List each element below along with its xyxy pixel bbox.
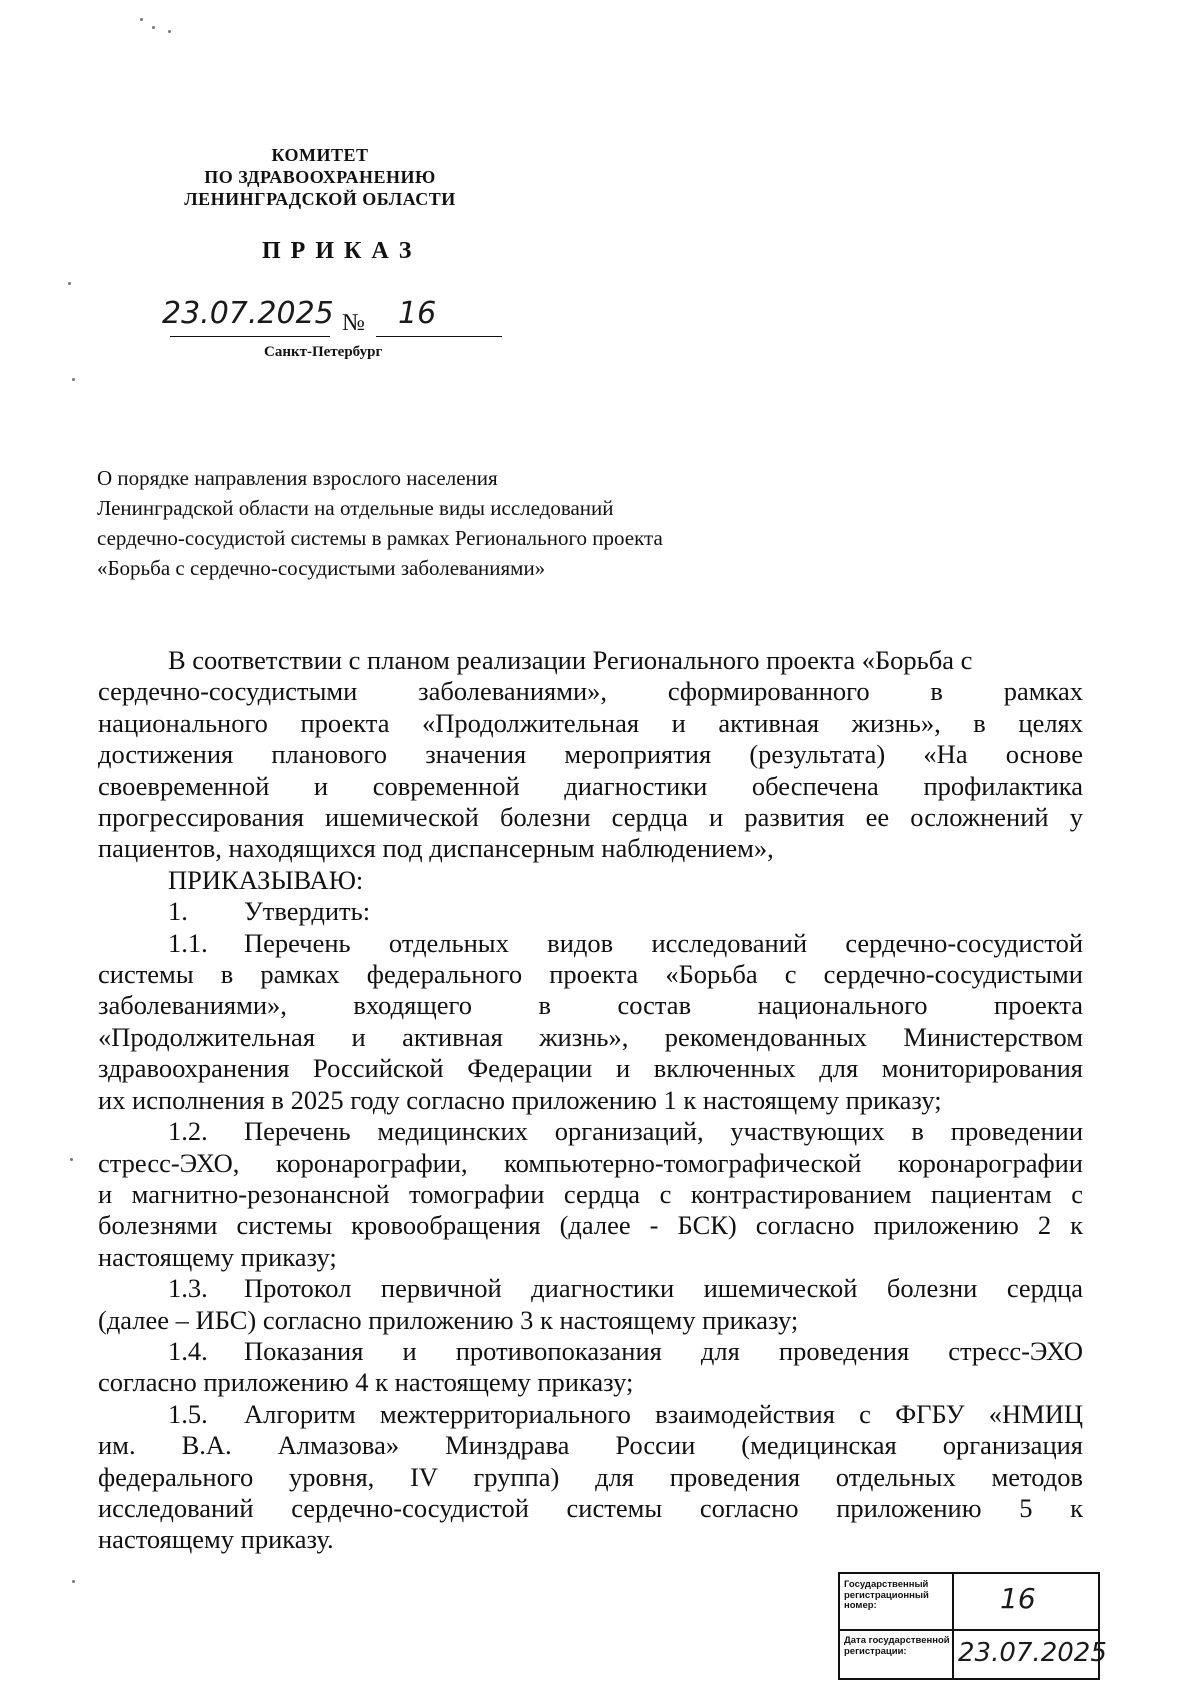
item-1-1-line: здравоохранения Российской Федерации и включенных для мониторирования	[98, 1053, 1083, 1084]
item-number: 1.3.	[168, 1273, 208, 1304]
org-name-line1: КОМИТЕТ	[271, 145, 369, 165]
scan-speck	[72, 378, 75, 381]
number-sign: №	[342, 310, 365, 336]
subject-line: Ленинградской области на отдельные виды исследований	[97, 496, 614, 520]
item-1-2-line: болезнями системы кровообращения (далее - БСК) согласно приложению 2 к	[98, 1210, 1083, 1241]
order-body	[98, 645, 1083, 1556]
item-number: 1.1.	[168, 927, 208, 958]
item-1-5-line: исследований сердечно-сосудистой системы согласно приложению 5 к	[98, 1492, 1083, 1523]
order-word: ПРИКАЗЫВАЮ:	[168, 864, 364, 895]
preamble-line: своевременной и современной диагностики обеспечена профилактика	[98, 770, 1083, 801]
item-1-2-line: стресс-ЭХО, коронарографии, компьютерно-томографической коронарографии	[98, 1147, 1083, 1178]
preamble-line: В соответствии с планом реализации Регионального проекта «Борьба с	[168, 645, 973, 675]
item-text: Протокол первичной диагностики ишемической болезни сердца	[244, 1273, 1083, 1304]
reg-date-label: Дата государственной регистрации:	[844, 1635, 950, 1657]
preamble-line: сердечно-сосудистыми заболеваниями», сформированного в рамках	[98, 676, 1083, 707]
order-number: 16	[398, 296, 437, 331]
item-1-3-line: (далее – ИБС) согласно приложению 3 к настоящему приказу;	[98, 1304, 799, 1335]
item-text: Утвердить:	[244, 896, 371, 927]
item-text: Перечень отдельных видов исследований сердечно-сосудистой	[244, 927, 1083, 958]
item-1-1-line: заболеваниями», входящего в состав национального проекта	[98, 990, 1083, 1021]
item-number: 1.	[168, 896, 188, 927]
item-text: Показания и противопоказания для проведения стресс-ЭХО	[244, 1335, 1083, 1366]
item-number: 1.2.	[168, 1116, 208, 1147]
document-type-title: П Р И К А З	[262, 238, 414, 264]
item-1-2-line: и магнитно-резонансной томографии сердца с контрастированием пациентам с	[98, 1178, 1083, 1209]
city-name: Санкт-Петербург	[264, 344, 383, 360]
item-1-5-first-line	[98, 1399, 1083, 1430]
item-text: Алгоритм межтерриториального взаимодействия с ФГБУ «НМИЦ	[244, 1398, 1083, 1429]
preamble-line: достижения планового значения мероприятия (результата) «На основе	[98, 739, 1083, 770]
preamble-line: национального проекта «Продолжительная и активная жизнь», в целях	[98, 707, 1083, 738]
scan-speck	[168, 30, 171, 33]
item-1-1-line: системы в рамках федерального проекта «Борьба с сердечно-сосудистыми	[98, 959, 1083, 990]
scan-speck	[72, 1580, 75, 1583]
reg-date-value: 23.07.2025	[958, 1638, 1107, 1668]
org-name-line3: ЛЕНИНГРАДСКОЙ ОБЛАСТИ	[184, 189, 456, 209]
item-text: Перечень медицинских организаций, участвующих в проведении	[244, 1116, 1083, 1147]
preamble-line: прогрессирования ишемической болезни сердца и развития ее осложнений у	[98, 802, 1083, 833]
scan-speck	[140, 18, 143, 21]
item-1-5-line: настоящему приказу.	[98, 1524, 334, 1555]
item-number: 1.4.	[168, 1335, 208, 1366]
number-underline	[376, 336, 502, 337]
date-underline	[170, 336, 330, 337]
item-1-4-first-line	[98, 1336, 1083, 1367]
item-1-5-line: им. В.А. Алмазова» Минздрава России (медицинская организация	[98, 1430, 1083, 1461]
scan-speck	[152, 26, 155, 29]
item-1-5-line: федерального уровня, IV группа) для проведения отдельных методов	[98, 1461, 1083, 1492]
registration-stamp	[838, 1572, 1107, 1680]
item-number: 1.5.	[168, 1398, 208, 1429]
item-1-1-line: их исполнения в 2025 году согласно приложению 1 к настоящему приказу;	[98, 1084, 942, 1115]
item-1-2-first-line	[98, 1116, 1083, 1147]
subject-line: «Борьба с сердечно-сосудистыми заболеваниями»	[97, 556, 546, 580]
date-number-line	[162, 296, 490, 340]
item-1-3-first-line	[98, 1273, 1083, 1304]
stamp-divider	[840, 1629, 1098, 1631]
subject-line: О порядке направления взрослого населения	[97, 466, 498, 490]
org-name-line2: ПО ЗДРАВООХРАНЕНИЮ	[204, 167, 436, 187]
item-1-4-line: согласно приложению 4 к настоящему приказу;	[98, 1367, 634, 1398]
subject-line: сердечно-сосудистой системы в рамках Регионального проекта	[97, 526, 663, 550]
reg-number-value: 16	[1000, 1582, 1036, 1615]
order-subject	[97, 463, 797, 583]
scan-speck	[68, 282, 71, 285]
item-1	[98, 896, 1083, 927]
item-1-2-line: настоящему приказу;	[98, 1241, 337, 1272]
scan-speck	[70, 1158, 73, 1161]
preamble-line: пациентов, находящихся под диспансерным наблюдением»,	[98, 833, 774, 864]
item-1-1-line: «Продолжительная и активная жизнь», рекомендованных Министерством	[98, 1021, 1083, 1052]
reg-number-label: Государственный регистрационный номер:	[844, 1579, 929, 1611]
order-date: 23.07.2025	[162, 296, 334, 331]
item-1-1-first-line	[98, 928, 1083, 959]
